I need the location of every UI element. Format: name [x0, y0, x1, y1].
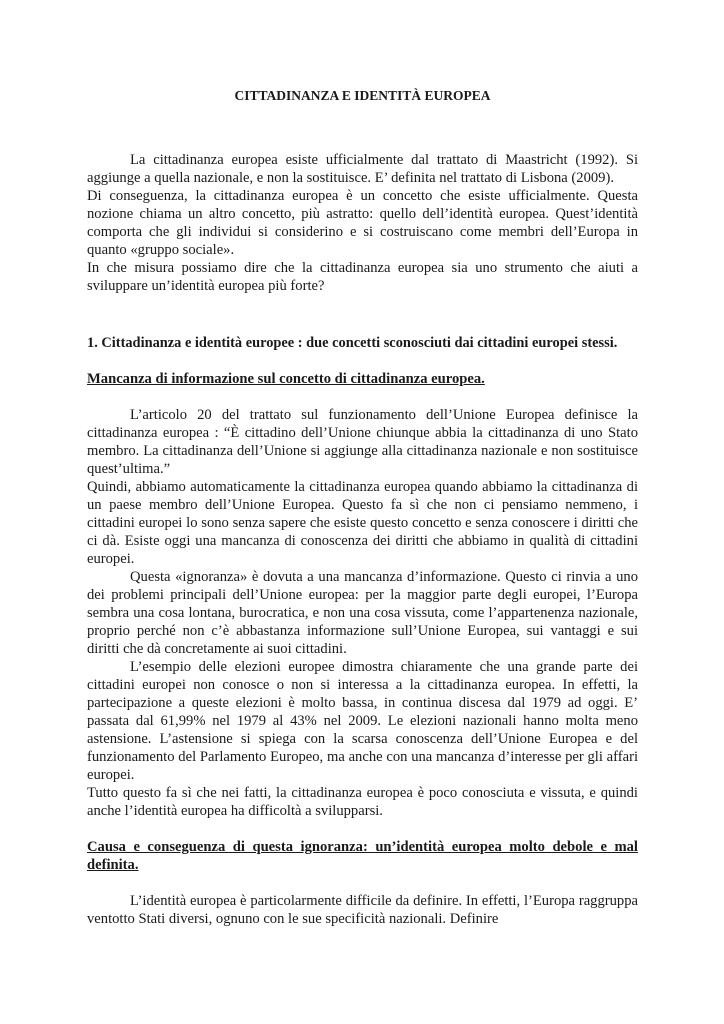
intro-paragraph-3: In che misura possiamo dire che la cittadinanza europea sia uno strumento che aiuti a sviluppare un’identità europea più forte? — [87, 260, 638, 294]
document-body — [87, 151, 638, 928]
section-1-paragraph-5: Tutto questo fa sì che nei fatti, la cittadinanza europea è poco conosciuta e vissuta, e quindi anche l’identità europea ha difficoltà a svilupparsi. — [87, 785, 638, 819]
spacer — [87, 874, 638, 892]
intro-paragraph-1: La cittadinanza europea esiste ufficialmente dal trattato di Maastricht (1992). Si aggiunge a quella nazionale, e non la sostituisce. E’ definita nel trattato di Lisbona (2009). — [87, 152, 638, 186]
section-1-subheading-1: Mancanza di informazione sul concetto di cittadinanza europea. — [87, 371, 485, 387]
section-1-heading: 1. Cittadinanza e identità europee : due concetti sconosciuti dai cittadini europei stessi. — [87, 335, 618, 351]
section-1-paragraph-4: L’esempio delle elezioni europee dimostra chiaramente che una grande parte dei cittadini europei non conosce o non si interessa a la cittadinanza europea. In effetti, la partecipazione a queste elezioni è molto bassa, in continua discesa dal 1979 ad oggi. E’ passata dal 61,99% nel 1979 al 43% nel 2009. Le elezioni nazionali hanno molta meno astensione. L’astensione si spiega con la scarsa conoscenza dell’Unione Europea e del funzionamento del Parlamento Europeo, ma anche con una mancanza d’interesse per gli affari europei. — [87, 659, 638, 783]
section-1-paragraph-6: L’identità europea è particolarmente difficile da definire. In effetti, l’Europa raggruppa ventotto Stati diversi, ognuno con le sue specificità nazionali. Definire — [87, 893, 638, 927]
spacer — [87, 352, 638, 370]
intro-paragraph-2: Di conseguenza, la cittadinanza europea è un concetto che esiste ufficialmente. Questa nozione chiama un altro concetto, più astratto: quello dell’identità europea. Quest’identità comporta che gli individui si considerino e si costruiscano come membri dell’Europa in quanto «gruppo sociale». — [87, 188, 638, 258]
spacer — [87, 295, 638, 334]
section-1-subheading-2: Causa e conseguenza di questa ignoranza: un’identità europea molto debole e mal definita. — [87, 839, 638, 873]
section-1-paragraph-1: L’articolo 20 del trattato sul funzionamento dell’Unione Europea definisce la cittadinanza europea : “È cittadino dell’Unione chiunque abbia la cittadinanza di uno Stato membro. La cittadinanza dell’Unione si aggiunge alla cittadinanza nazionale e non sostituisce quest’ultima.” — [87, 407, 638, 477]
spacer — [87, 388, 638, 406]
section-1-paragraph-2: Quindi, abbiamo automaticamente la cittadinanza europea quando abbiamo la cittadinanza di un paese membro dell’Unione Europea. Questo fa sì che non ci pensiamo nemmeno, i cittadini europei lo sono senza sapere che esiste questo concetto e senza conoscere i diritti che ci dà. Esiste oggi una mancanza di conoscenza dei diritti che abbiamo in qualità di cittadini europei. — [87, 479, 638, 567]
section-1-paragraph-3: Questa «ignoranza» è dovuta a una mancanza d’informazione. Questo ci rinvia a uno dei problemi principali dell’Unione europea: per la maggior parte degli europei, l’Europa sembra una cosa lontana, burocratica, e non una cosa vissuta, come l’appartenenza nazionale, proprio perché non c’è abbastanza informazione sull’Unione Europea, sui vantaggi e sui diritti che dà concretamente ai suoi cittadini. — [87, 569, 638, 657]
spacer — [87, 820, 638, 838]
document-title: CITTADINANZA E IDENTITÀ EUROPEA — [234, 88, 491, 103]
